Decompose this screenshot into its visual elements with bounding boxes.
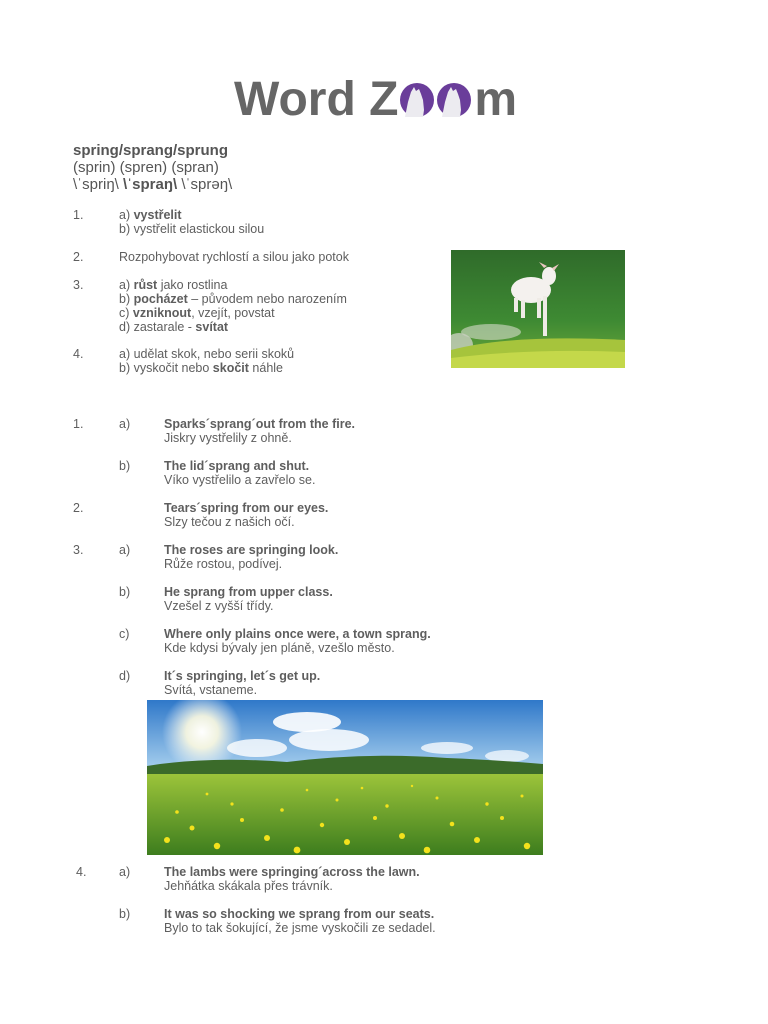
example-translation-cz: Víko vystřelilo a zavřelo se. xyxy=(164,473,316,487)
example-translation-cz: Růže rostou, podívej. xyxy=(164,557,283,571)
definition-3 xyxy=(119,278,347,334)
definition-line: Rozpohybovat rychlostí a silou jako potok xyxy=(119,250,349,264)
logo-oo-wolf-icons xyxy=(399,80,473,120)
example-translation-cz: Jiskry vystřelily z ohně. xyxy=(164,431,292,445)
example-number: 3. xyxy=(73,543,84,557)
logo-text-start: Word Z xyxy=(234,73,399,126)
example-translation-cz: Kde kdysi bývaly jen pláně, vzešlo město. xyxy=(164,641,395,655)
example-translation-cz: Jehňátka skákala přes trávník. xyxy=(164,879,333,893)
example-number: 1. xyxy=(73,417,84,431)
dandelion-meadow-photo xyxy=(147,700,543,855)
word-zoom-logo xyxy=(234,70,517,130)
example-sentence-en: The lid´sprang and shut. xyxy=(164,459,310,473)
example-sentence-en: He sprang from upper class. xyxy=(164,585,333,599)
definition-line: b) vyskočit nebo skočit náhle xyxy=(119,361,283,375)
example-sentence-en: The roses are springing look. xyxy=(164,543,339,557)
definition-line: b) vystřelit elastickou silou xyxy=(119,222,265,236)
example-1b xyxy=(164,459,315,487)
definition-line: b) pocházet – původem nebo narozením xyxy=(119,292,347,306)
definition-line: a) vystřelit xyxy=(119,208,182,222)
example-letter: b) xyxy=(119,585,131,599)
headword-pronunciation: (sprin) (spren) (spran) xyxy=(73,159,219,176)
example-translation-cz: Slzy tečou z našich očí. xyxy=(164,515,295,529)
example-3a xyxy=(164,543,338,571)
example-translation-cz: Bylo to tak šokující, že jsme vyskočili ze sedadel. xyxy=(164,921,436,935)
example-letter: a) xyxy=(119,865,131,879)
example-letter: b) xyxy=(119,459,131,473)
definition-2 xyxy=(119,250,349,264)
example-4b xyxy=(164,907,436,935)
headword-forms: spring/sprang/sprung xyxy=(73,142,229,159)
definition-line: a) udělat skok, nebo serii skoků xyxy=(119,347,295,361)
howling-wolf-icon xyxy=(399,80,473,120)
example-letter: c) xyxy=(119,627,130,641)
example-translation-cz: Vzešel z vyšší třídy. xyxy=(164,599,274,613)
example-sentence-en: Tears´spring from our eyes. xyxy=(164,501,329,515)
example-letter: b) xyxy=(119,907,131,921)
definition-number: 4. xyxy=(73,347,84,361)
logo-text-end: m xyxy=(474,73,518,126)
definition-line: c) vzniknout, vzejít, povstat xyxy=(119,306,275,320)
headword-ipa: \ˈspriŋ\ \ˈspraŋ\ \ˈsprəŋ\ xyxy=(73,176,233,193)
example-sentence-en: Sparks´sprang´out from the fire. xyxy=(164,417,355,431)
example-letter: a) xyxy=(119,417,131,431)
example-number: 2. xyxy=(73,501,84,515)
definition-line: d) zastarale - svítat xyxy=(119,320,229,334)
definition-line: a) růst jako rostlina xyxy=(119,278,228,292)
example-letter: d) xyxy=(119,669,131,683)
definition-1 xyxy=(119,208,264,236)
definition-4 xyxy=(119,347,294,375)
example-2 xyxy=(164,501,328,529)
definition-number: 1. xyxy=(73,208,84,222)
example-sentence-en: The lambs were springing´across the lawn. xyxy=(164,865,420,879)
example-1a xyxy=(164,417,355,445)
example-sentence-en: It was so shocking we sprang from our seats. xyxy=(164,907,435,921)
jumping-lamb-photo xyxy=(451,250,625,368)
example-translation-cz: Svítá, vstaneme. xyxy=(164,683,258,697)
example-number: 4. xyxy=(76,865,87,879)
definition-number: 2. xyxy=(73,250,84,264)
example-3b xyxy=(164,585,333,613)
example-sentence-en: Where only plains once were, a town sprang. xyxy=(164,627,431,641)
example-3d xyxy=(164,669,320,697)
example-sentence-en: It´s springing, let´s get up. xyxy=(164,669,321,683)
example-4a xyxy=(164,865,420,893)
definition-number: 3. xyxy=(73,278,84,292)
example-letter: a) xyxy=(119,543,131,557)
example-3c xyxy=(164,627,431,655)
